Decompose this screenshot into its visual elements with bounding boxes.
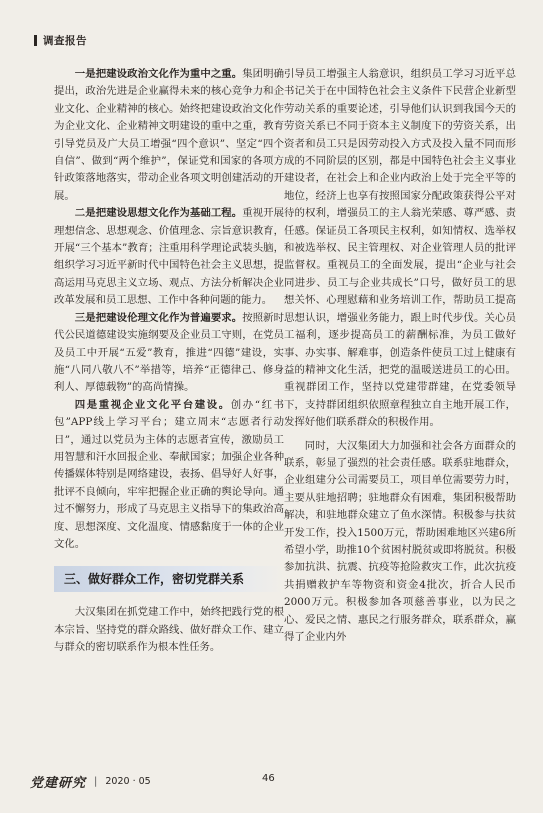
header-bar-mark — [34, 35, 37, 46]
paragraph-lead: 二是把建设思想文化作为基础工程。 — [74, 207, 243, 220]
paragraph-2 — [54, 205, 284, 309]
issue-number: 2020 · 05 — [105, 776, 151, 787]
paragraph-4 — [54, 397, 284, 554]
paragraph-body: 重视开展理想信念、思想观念、价值理念、宗旨意识教育，开展“三个基本”教育；注重用科学理论武装头脑，组织学习习近平新时代中国特色社会主义思想，提高运用马克思主义立场、观点、方法分析解决企业改革发展和员工思想、工作中各种问题的能力。 — [54, 207, 285, 307]
paragraph-3 — [54, 310, 284, 397]
paragraph-continued: 引导员工增强主人翁意识，组织员工学习习近平总书记关于在中国特色社会主义条件下民营企业新型劳动关系的重要论述，引导他们认识到我国今天的劳资关系已不同于资本主义制度下的劳资关系，出资者和员工只是因劳动投入方式及投入量不同而形成的不同阶层的区别，都是中国特色社会主义事业建设者，在社会上和企业内政治上处于完全平等的地位，经济上也享有按照国家分配政策获得公平对待的权利，增强员工的主人翁光荣感、尊严感、责任感。保证员工各项民主权利，如知情权、选举权和被选举权、民主管理权、对企业管理人员的批评监督权。重视员工的全面发展，提出“企业与社会同进步、员工与企业共成长”口号，做好员工的思想关怀、心理慰藉和业务培训工作，帮助员工提高思想认识，增强业务能力，跟上时代步伐。关心员工福利，逐步提高员工的薪酬标准，为员工做好事、办实事、解难事，创造条件使员工过上健康有益的精神文化生活，把党的温暖送进员工的心田。重视群团工作，坚持以党建带群建，在党委领导下，支持群团组织依照章程独立自主地开展工作，发挥好他们联系群众的积极作用。 — [284, 68, 516, 429]
left-column — [54, 66, 284, 657]
paragraph-body: 按照新时代公民道德建设实施纲要及企业员工守则，在党员及员工中开展“五爱”教育，推进“四德”建设，实施“八同八敬八不”举措等，培养“正德律己、修身利人、厚德载物”的高尚情操。 — [54, 311, 285, 394]
paragraph-5: 大汉集团在抓党建工作中，始终把践行党的根本宗旨、坚持党的群众路线、做好群众工作、建立与群众的密切联系作为根本性任务。 — [54, 606, 284, 654]
section-header — [34, 33, 87, 48]
section-heading: 三、做好群众工作，密切党群关系 — [54, 566, 284, 592]
paragraph-1 — [54, 66, 284, 205]
paragraph-body: 创办“红书包”APP线上学习平台；建立周末“志愿者行动日”，通过以党员为主体的志愿者宣传，激励员工用智慧和汗水回报企业、奉献国家；加强企业各种传播媒体特别是网络建设，表扬、倡导好人好事，批评不良倾向，牢牢把握企业正确的舆论导向。通过不懈努力，形成了马克思主义指导下的集政治高度、思想深度、文化温度、情感黏度于一体的企业文化。 — [54, 398, 285, 550]
page-footer — [30, 772, 151, 791]
footer-separator: | — [94, 776, 98, 787]
page-number: 46 — [262, 773, 275, 784]
paragraph-lead: 一是把建设政治文化作为重中之重。 — [74, 68, 243, 80]
section-label: 调查报告 — [43, 35, 87, 47]
paragraph-lead: 四是重视企业文化平台建设。 — [74, 398, 231, 411]
magazine-title: 党建研究 — [30, 776, 87, 791]
paragraph-lead: 三是把建设伦理文化作为普遍要求。 — [74, 311, 243, 324]
paragraph-6: 同时，大汉集团大力加强和社会各方面群众的联系，彰显了强烈的社会责任感。联系驻地群众，企业组建分公司需要员工，项目单位需要劳力时，主要从驻地招聘；驻地群众有困难，集团积极帮助解决，和驻地群众建立了鱼水深情。积极参与扶贫开发工作，投入1500万元，帮助困难地区兴建6所希望小学，助推10个贫困村脱贫或即将脱贫。积极参加抗洪、抗震、抗疫等抢险救灾工作，此次抗疫共捐赠救护车等物资和资金4批次，折合人民币2000万元。积极参加各项慈善事业，以为民之心、爱民之情、惠民之行服务群众，联系群众，赢得了企业内外 — [284, 439, 516, 643]
right-column — [284, 66, 516, 646]
paragraph-body: 集团明确提出，政治先进是企业赢得未来的核心竞争力和企业文化、企业精神的核心。始终把建设政治文化作为企业文化、企业精神文明建设的重中之重，教育引导党员及广大员工增强“四个意识”、坚定“四个自信”、做到“两个维护”，保证党和国家的各项方针政策落地落实，带动企业各项文明创建活动的开展。 — [54, 68, 285, 202]
